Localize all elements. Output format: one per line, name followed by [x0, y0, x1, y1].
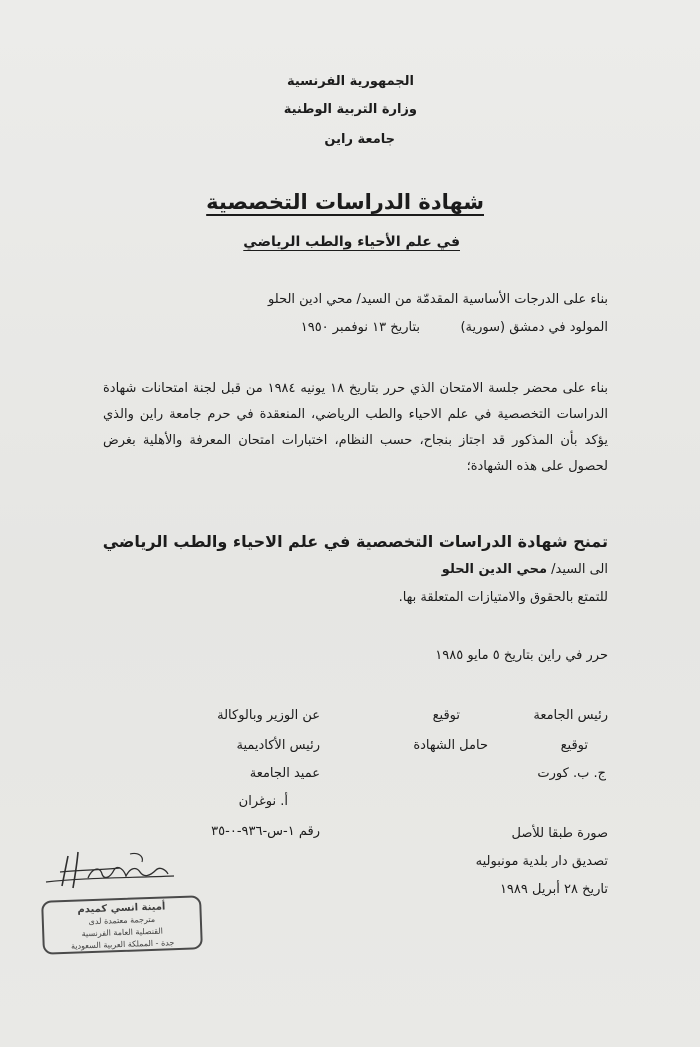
certification-copy: صورة طبقا للأصل [511, 826, 608, 841]
sig-certificate-holder: حامل الشهادة [413, 738, 488, 753]
sig-dean: عميد الجامعة [249, 766, 320, 781]
reference-number: رقم ١-س-٩٣٦-٠-٣٥ [211, 824, 320, 839]
sig-university-president-name: ج. ب. كورت [537, 766, 606, 781]
header-university: جامعة راين [324, 132, 395, 147]
translator-stamp [41, 895, 203, 955]
award-rights: للتمتع بالحقوق والامتيازات المتعلقة بها. [398, 590, 608, 605]
stamp-line-3: القنصلية العامة الفرنسية [81, 926, 164, 939]
certification-date: تاريخ ٢٨ أبريل ١٩٨٩ [499, 882, 608, 897]
intro-birth-date: بتاريخ ١٣ نوفمبر ١٩٥٠ [300, 320, 420, 335]
sig-academy-president: رئيس الأكاديمية [236, 738, 320, 753]
header-republic: الجمهورية الفرنسية [286, 74, 414, 89]
award-line: تمنح شهادة الدراسات التخصصية في علم الاحياء والطب الرياضي [102, 532, 608, 551]
sig-university-president-signature: توقيع [560, 738, 588, 753]
stamp-line-2: مترجمة معتمدة لدى [88, 914, 156, 927]
award-recipient-line [442, 562, 608, 577]
stamp-line-1: أمينة انسي كميدم [77, 901, 166, 916]
intro-line-1: بناء على الدرجات الأساسية المقدمّة من السيد/ محي ادين الحلو [268, 292, 608, 307]
sig-dean-name: أ. نوغران [238, 794, 288, 809]
handwritten-signature [40, 848, 180, 896]
document-title: شهادة الدراسات التخصصية [206, 190, 484, 214]
certification-municipality: تصديق دار بلدية مونبوليه [475, 854, 608, 869]
exam-paragraph: بناء على محضر جلسة الامتحان الذي حرر بتاريخ ١٨ يونيه ١٩٨٤ من قبل لجنة امتحانات شهادة الدراسات التخصصية في علم الاحياء والطب الرياضي، المنعقدة في حرم جامعة راين والذي يؤكد بأن المذكور قد اجتاز بنجاح، حسب النظام، اختبارات امتحان المعرفة والأهلية بغرض لحصول على هذه الشهادة؛ [103, 381, 609, 474]
header-ministry: وزارة التربية الوطنية [283, 102, 417, 117]
intro-birth-place: المولود في دمشق (سورية) [460, 320, 608, 335]
issue-date-line: حرر في راين بتاريخ ٥ مايو ١٩٨٥ [435, 648, 608, 663]
document-subtitle: في علم الأحياء والطب الرياضي [243, 234, 460, 250]
award-to-label: الى السيد/ [551, 562, 608, 577]
stamp-line-4: جدة - المملكة العربية السعودية [70, 938, 175, 951]
sig-minister-delegate: عن الوزير وبالوكالة [217, 708, 320, 723]
sig-university-president: رئيس الجامعة [533, 708, 608, 723]
award-recipient-name: محي الدين الحلو [441, 562, 548, 577]
sig-holder-signature: توقيع [432, 708, 460, 723]
